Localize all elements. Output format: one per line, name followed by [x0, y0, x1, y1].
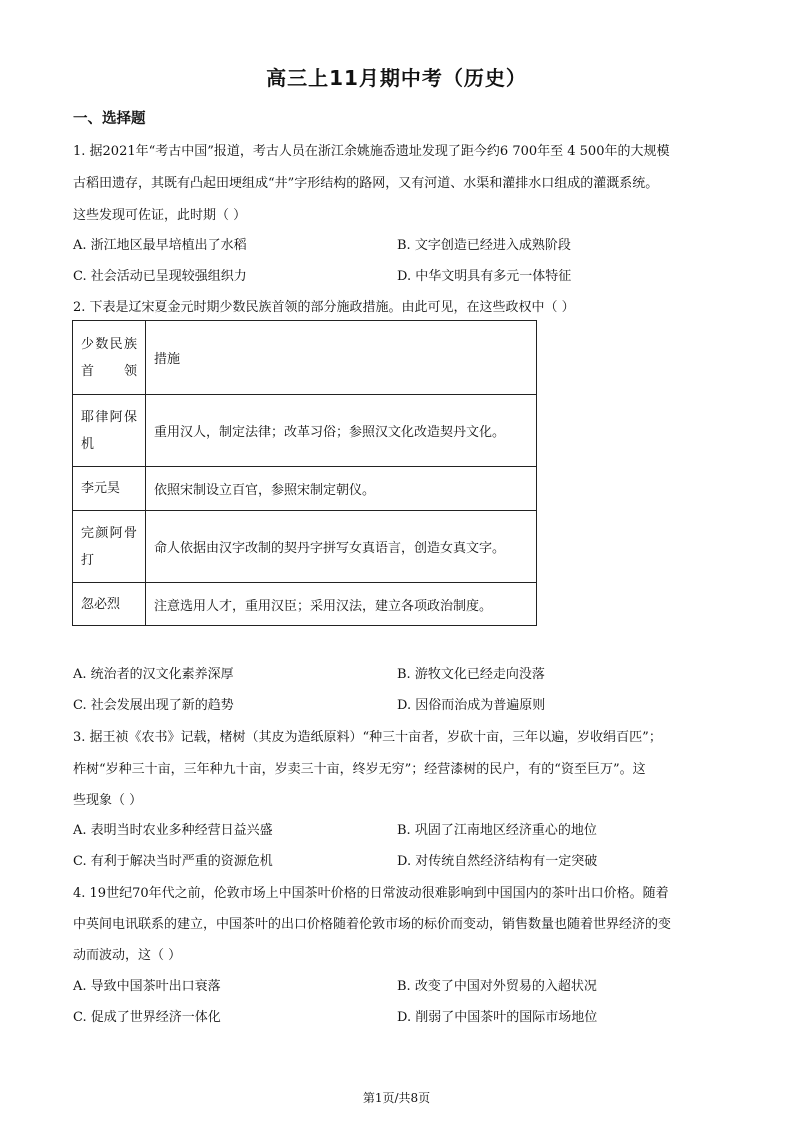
row-leader: 完颜阿骨打 — [73, 511, 146, 583]
table-header-row — [73, 321, 537, 395]
q3-option-b: B. 巩固了江南地区经济重心的地位 — [397, 823, 597, 838]
q1-option-b: B. 文字创造已经进入成熟阶段 — [397, 238, 571, 253]
q2-option-d: D. 因俗而治成为普遍原则 — [397, 698, 546, 713]
header-measure: 措施 — [146, 321, 537, 395]
q4-option-a: A. 导致中国茶叶出口衰落 — [73, 979, 221, 994]
row-measure: 重用汉人，制定法律；改革习俗；参照汉文化改造契丹文化。 — [146, 395, 537, 467]
q4-option-d: D. 削弱了中国茶叶的国际市场地位 — [397, 1010, 598, 1025]
q1-option-d: D. 中华文明具有多元一体特征 — [397, 269, 572, 284]
q4-line-1: 4. 19世纪70年代之前，伦敦市场上中国茶叶价格的日常波动很难影响到中国国内的茶叶出口价格。随着 — [73, 886, 669, 901]
table-row — [73, 583, 537, 626]
q1-line-3: 这些发现可佐证，此时期（ ） — [73, 208, 247, 223]
q1-line-1: 1. 据2021年“考古中国”报道，考古人员在浙江余姚施岙遗址发现了距今约6 700年至 4 500年的大规模 — [73, 144, 670, 159]
q1-option-c: C. 社会活动已呈现较强组织力 — [73, 269, 247, 284]
q3-option-a: A. 表明当时农业多种经营日益兴盛 — [73, 823, 273, 838]
section-heading: 一、选择题 — [73, 111, 146, 127]
measures-table — [72, 320, 537, 626]
row-measure: 依照宋制设立百官，参照宋制定朝仪。 — [146, 467, 537, 511]
q4-line-2: 中英间电讯联系的建立，中国茶叶的出口价格随着伦敦市场的标价而变动，销售数量也随着世界经济的变 — [73, 917, 672, 932]
q3-option-d: D. 对传统自然经济结构有一定突破 — [397, 854, 598, 869]
q2-stem: 2. 下表是辽宋夏金元时期少数民族首领的部分施政措施。由此可见，在这些政权中（ ） — [73, 300, 575, 315]
q3-line-3: 些现象（ ） — [73, 793, 143, 808]
q3-line-1: 3. 据王祯《农书》记载，楮树（其皮为造纸原料）“种三十亩者，岁砍十亩，三年以遍，岁收绢百匹”； — [73, 730, 662, 745]
table-row — [73, 467, 537, 511]
q3-line-2: 柞树“岁种三十亩，三年种九十亩，岁卖三十亩，终岁无穷”；经营漆树的民户，有的“资至巨万”。这 — [73, 762, 646, 777]
q4-option-c: C. 促成了世界经济一体化 — [73, 1010, 221, 1025]
row-measure: 注意选用人才，重用汉臣；采用汉法，建立各项政治制度。 — [146, 583, 537, 626]
table-row — [73, 511, 537, 583]
q2-option-c: C. 社会发展出现了新的趋势 — [73, 698, 234, 713]
table-row — [73, 395, 537, 467]
q4-line-3: 动而波动，这（ ） — [73, 948, 182, 963]
page-title: 高三上11月期中考（历史） — [266, 66, 527, 90]
row-leader: 忽必烈 — [73, 583, 146, 626]
q4-option-b: B. 改变了中国对外贸易的入超状况 — [397, 979, 597, 994]
q2-option-b: B. 游牧文化已经走向没落 — [397, 667, 545, 682]
header-leader: 少数民族首领 — [73, 321, 146, 395]
row-measure: 命人依据由汉字改制的契丹字拼写女真语言，创造女真文字。 — [146, 511, 537, 583]
q3-option-c: C. 有利于解决当时严重的资源危机 — [73, 854, 273, 869]
q1-line-2: 古稻田遗存，其既有凸起田埂组成“井”字形结构的路网，又有河道、水渠和灌排水口组成的灌溉系统。 — [73, 176, 659, 191]
row-leader: 耶律阿保机 — [73, 395, 146, 467]
q2-option-a: A. 统治者的汉文化素养深厚 — [73, 667, 234, 682]
q1-option-a: A. 浙江地区最早培植出了水稻 — [73, 238, 247, 253]
page-footer: 第1页/共8页 — [362, 1091, 431, 1105]
row-leader: 李元昊 — [73, 467, 146, 511]
